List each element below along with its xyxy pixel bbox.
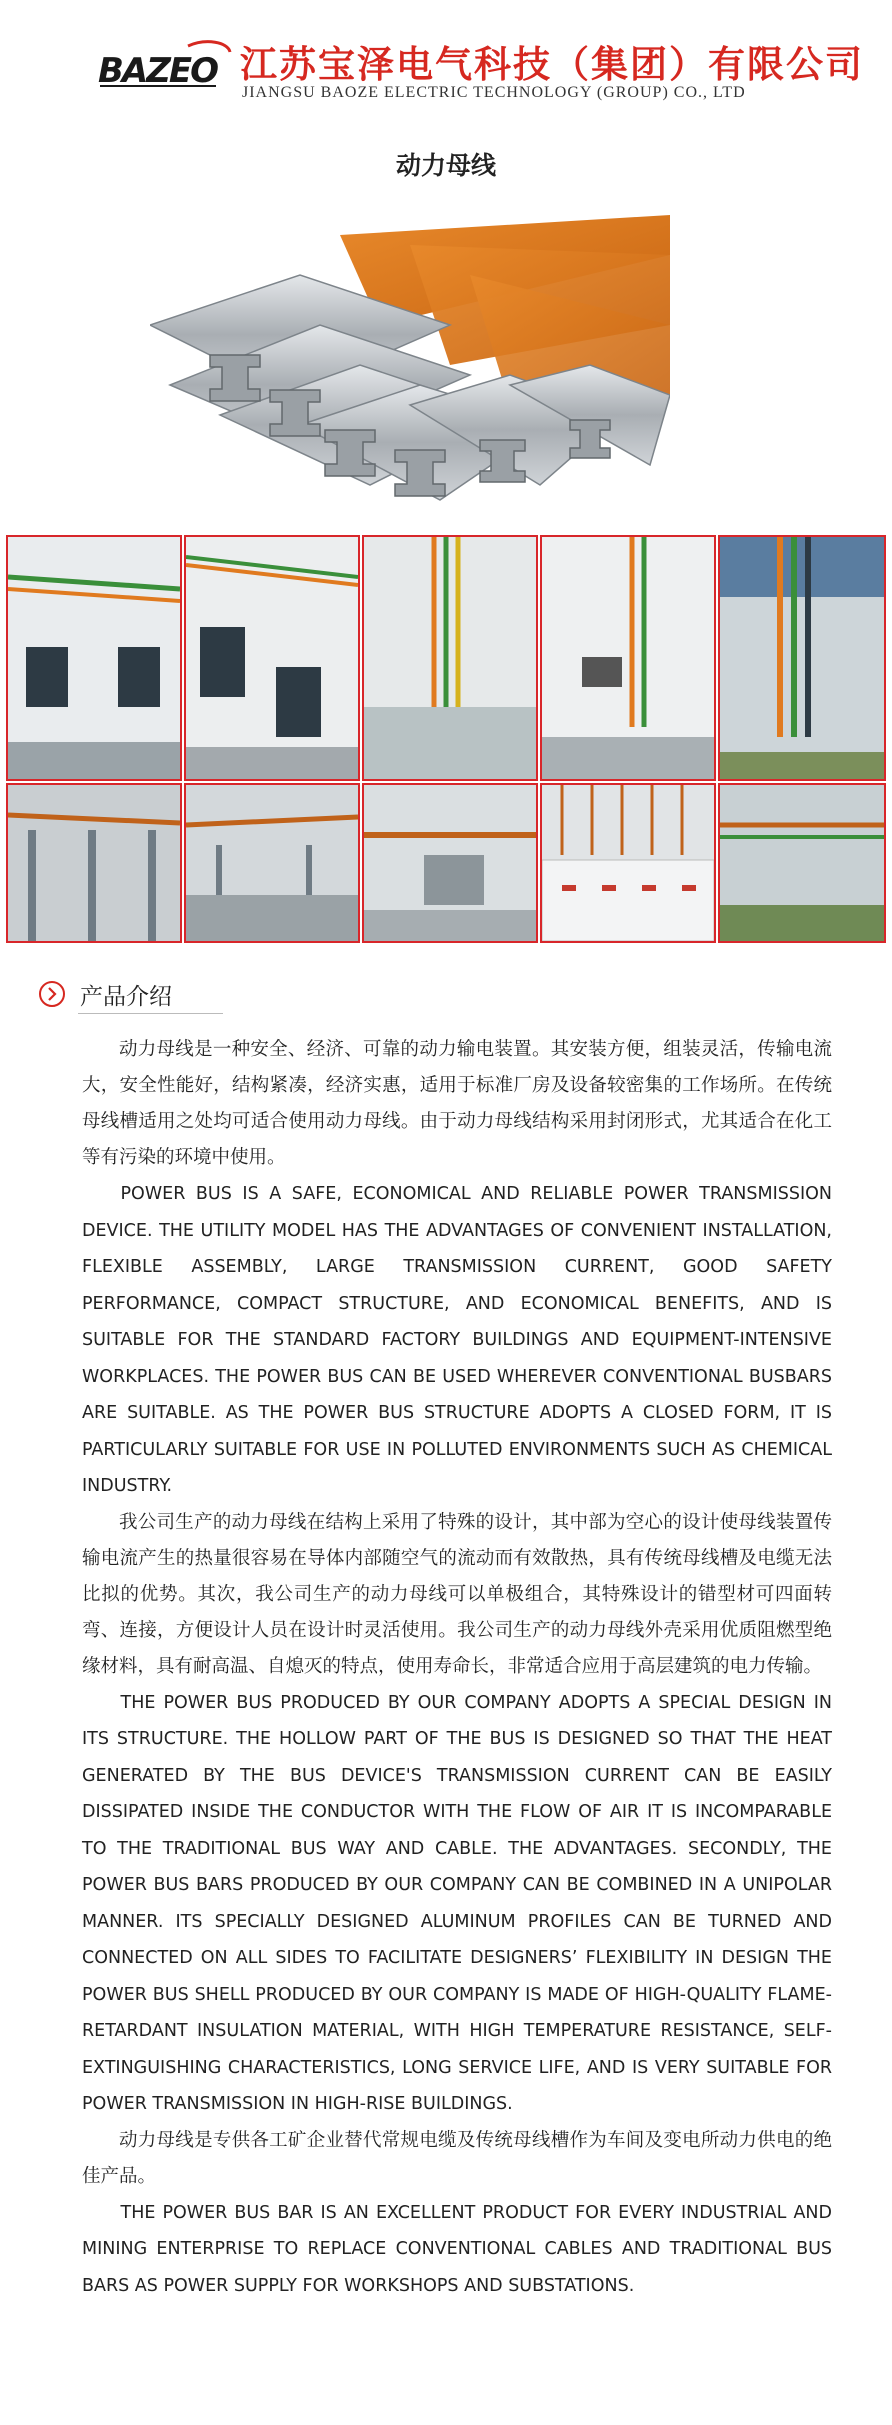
install-photo-4 bbox=[540, 535, 716, 781]
product-title: 动力母线 bbox=[395, 151, 496, 180]
company-name-cn: 江苏宝泽电气科技（集团）有限公司 bbox=[240, 42, 864, 86]
svg-text:BAZEO: BAZEO bbox=[98, 51, 218, 91]
chevron-right-circle-icon bbox=[38, 980, 66, 1008]
install-photo-2 bbox=[184, 535, 360, 781]
paragraph-cn-2: 我公司生产的动力母线在结构上采用了特殊的设计，其中部为空心的设计使母线装置传输电流产生的热量很容易在导体内部随空气的流动而有效散热，具有传统母线槽及电缆无法比拟的优势。其次，我公司生产的动力母线可以单极组合，其特殊设计的错型材可四面转弯、连接，方便设计人员在设计时灵活使用。我公司生产的动力母线外壳采用优质阻燃型绝缘材料，具有耐高温、自熄灭的特点，使用寿命长，非常适合应用于高层建筑的电力传输。 bbox=[82, 1511, 832, 1677]
section-divider bbox=[78, 1013, 223, 1014]
paragraph-en-3: THE POWER BUS BAR IS AN EXCELLENT PRODUCT FOR EVERY INDUSTRIAL AND MINING ENTERPRISE TO REPLACE CONVENTIONAL CABLES AND TRADITIONAL BUS BARS AS POWER SUPPLY FOR WORKSHOPS AND SUBSTATIONS. bbox=[82, 2202, 832, 2296]
product-hero-image bbox=[150, 215, 670, 505]
paragraph-en-2: THE POWER BUS PRODUCED BY OUR COMPANY ADOPTS A SPECIAL DESIGN IN ITS STRUCTURE. THE HOLLOW PART OF THE BUS IS DESIGNED SO THAT THE HEAT GENERATED BY THE BUS DEVICE'S TRANSMISSION CURRENT CAN BE EASILY DISSIPATED INSIDE THE CONDUCTOR WITH THE FLOW OF AIR IT IS INCOMPARABLE TO THE TRADITIONAL BUS WAY AND CABLE. THE ADVANTAGES. SECONDLY, THE POWER BUS BARS PRODUCED BY OUR COMPANY CAN BE COMBINED IN A UNIPOLAR MANNER. ITS SPECIALLY DESIGNED ALUMINUM PROFILES CAN BE TURNED AND CONNECTED ON ALL SIDES TO FACILITATE DESIGNERS’ FLEXIBILITY IN DESIGN THE POWER BUS SHELL PRODUCED BY OUR COMPANY IS MADE OF HIGH-QUALITY FLAME-RETARDANT INSULATION MATERIAL, WITH HIGH TEMPERATURE RESISTANCE, SELF-EXTINGUISHING CHARACTERISTICS, LONG SERVICE LIFE, AND IS VERY SUITABLE FOR POWER TRANSMISSION IN HIGH-RISE BUILDINGS. bbox=[82, 1692, 832, 2114]
install-photo-3 bbox=[362, 535, 538, 781]
company-name-en: JIANGSU BAOZE ELECTRIC TECHNOLOGY (GROUP) CO., LTD bbox=[242, 84, 746, 101]
section-title: 产品介绍 bbox=[80, 984, 172, 1010]
install-photo-10 bbox=[718, 783, 886, 943]
paragraph-en-1: POWER BUS IS A SAFE, ECONOMICAL AND RELIABLE POWER TRANSMISSION DEVICE. THE UTILITY MODEL HAS THE ADVANTAGES OF CONVENIENT INSTALLATION, FLEXIBLE ASSEMBLY, LARGE TRANSMISSION CURRENT, GOOD SAFETY PERFORMANCE, COMPACT STRUCTURE, AND ECONOMICAL BENEFITS, AND IS SUITABLE FOR THE STANDARD FACTORY BUILDINGS AND EQUIPMENT-INTENSIVE WORKPLACES. THE POWER BUS CAN BE USED WHEREVER CONVENTIONAL BUSBARS ARE SUITABLE. AS THE POWER BUS STRUCTURE ADOPTS A CLOSED FORM, IT IS PARTICULARLY SUITABLE FOR USE IN POLLUTED ENVIRONMENTS SUCH AS CHEMICAL INDUSTRY. bbox=[82, 1184, 832, 1496]
product-description bbox=[82, 1032, 832, 2304]
install-photo-9 bbox=[540, 783, 716, 943]
install-photo-6 bbox=[6, 783, 182, 943]
install-photo-1 bbox=[6, 535, 182, 781]
install-photo-5 bbox=[718, 535, 886, 781]
install-photo-8 bbox=[362, 783, 538, 943]
paragraph-cn-3: 动力母线是专供各工矿企业替代常规电缆及传统母线槽作为车间及变电所动力供电的绝佳产品。 bbox=[82, 2129, 832, 2187]
install-photo-7 bbox=[184, 783, 360, 943]
company-logo bbox=[96, 36, 234, 94]
paragraph-cn-1: 动力母线是一种安全、经济、可靠的动力输电装置。其安装方便，组装灵活，传输电流大，安全性能好，结构紧凑，经济实惠，适用于标准厂房及设备较密集的工作场所。在传统母线槽适用之处均可适合使用动力母线。由于动力母线结构采用封闭形式，尤其适合在化工等有污染的环境中使用。 bbox=[82, 1039, 832, 1168]
page-header bbox=[0, 0, 892, 110]
